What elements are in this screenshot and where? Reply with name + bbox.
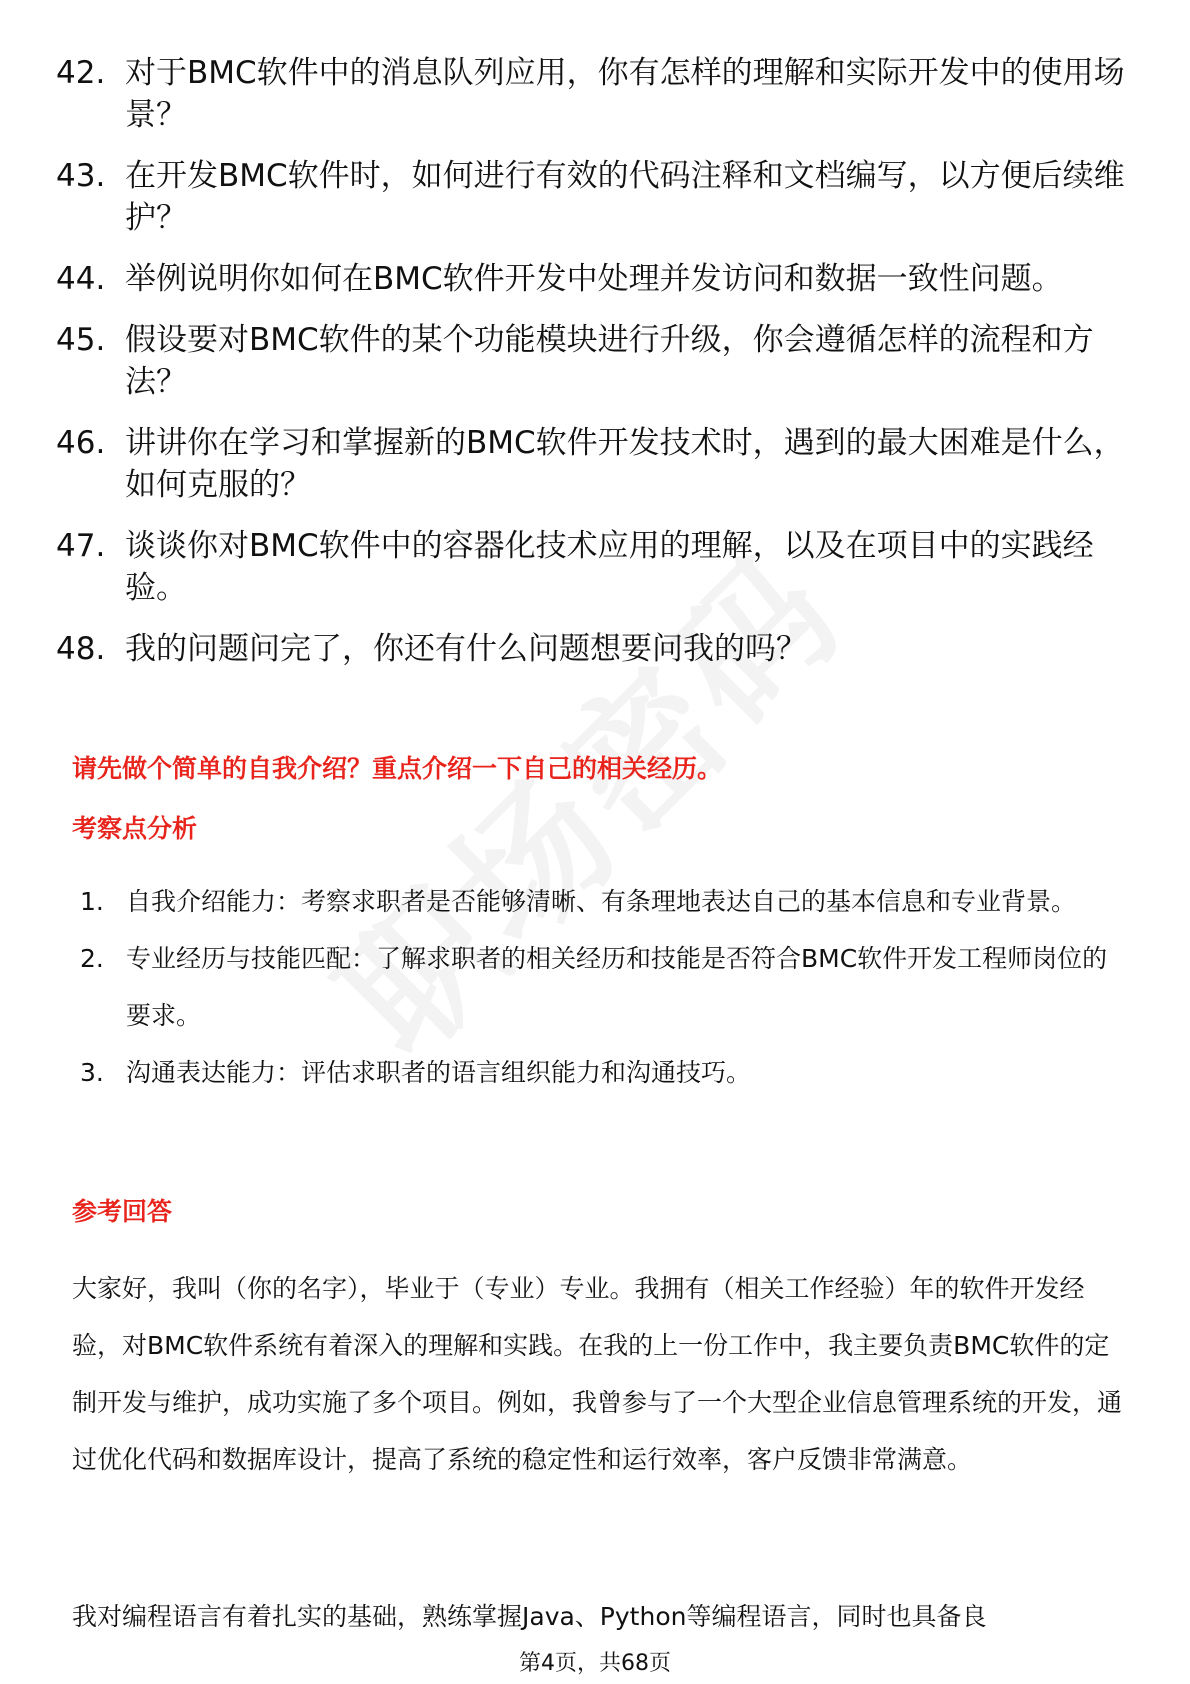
analysis-number: 1.	[80, 887, 104, 916]
answer-paragraph: 我对编程语言有着扎实的基础，熟练掌握Java、Python等编程语言，同时也具备良	[72, 1602, 987, 1631]
analysis-item	[80, 873, 1120, 930]
question-item	[56, 628, 1126, 670]
question-number: 44.	[56, 261, 106, 297]
analysis-item	[80, 1044, 1120, 1101]
analysis-item	[80, 930, 1120, 1044]
question-text: 我的问题问完了，你还有什么问题想要问我的吗？	[125, 631, 807, 667]
analysis-text: 自我介绍能力：考察求职者是否能够清晰、有条理地表达自己的基本信息和专业背景。	[126, 887, 1077, 916]
question-item	[56, 52, 1126, 136]
question-text: 谈谈你对BMC软件中的容器化技术应用的理解，以及在项目中的实践经验。	[125, 528, 1094, 606]
analysis-heading: 考察点分析	[72, 814, 198, 843]
answer-heading: 参考回答	[72, 1197, 173, 1226]
question-number: 42.	[56, 55, 106, 91]
featured-question: 请先做个简单的自我介绍？重点介绍一下自己的相关经历。	[72, 754, 723, 783]
question-text: 讲讲你在学习和掌握新的BMC软件开发技术时，遇到的最大困难是什么，如何克服的？	[125, 425, 1125, 503]
analysis-number: 3.	[80, 1058, 104, 1087]
question-item	[56, 319, 1126, 403]
question-number: 47.	[56, 528, 106, 564]
question-number: 48.	[56, 631, 106, 667]
question-number: 45.	[56, 322, 106, 358]
question-item	[56, 155, 1126, 239]
question-text: 举例说明你如何在BMC软件开发中处理并发访问和数据一致性问题。	[125, 261, 1063, 297]
question-text: 对于BMC软件中的消息队列应用，你有怎样的理解和实际开发中的使用场景？	[125, 55, 1125, 133]
question-item	[56, 258, 1126, 300]
page-footer: 第4页，共68页	[519, 1651, 671, 1676]
question-item	[56, 422, 1126, 506]
question-number: 46.	[56, 425, 106, 461]
question-number: 43.	[56, 158, 106, 194]
analysis-text: 专业经历与技能匹配：了解求职者的相关经历和技能是否符合BMC软件开发工程师岗位的要求。	[126, 944, 1108, 1030]
question-text: 在开发BMC软件时，如何进行有效的代码注释和文档编写，以方便后续维护？	[125, 158, 1125, 236]
question-text: 假设要对BMC软件的某个功能模块进行升级，你会遵循怎样的流程和方法？	[125, 322, 1094, 400]
analysis-number: 2.	[80, 944, 104, 973]
analysis-text: 沟通表达能力：评估求职者的语言组织能力和沟通技巧。	[126, 1058, 752, 1087]
question-item	[56, 525, 1126, 609]
analysis-list	[80, 873, 1120, 1101]
answer-paragraph: 大家好，我叫（你的名字），毕业于（专业）专业。我拥有（相关工作经验）年的软件开发经验，对BMC软件系统有着深入的理解和实践。在我的上一份工作中，我主要负责BMC软件的定制开发与维护，成功实施了多个项目。例如，我曾参与了一个大型企业信息管理系统的开发，通过优化代码和数据库设计，提高了系统的稳定性和运行效率，客户反馈非常满意。	[72, 1274, 1123, 1474]
question-list	[56, 52, 1126, 689]
